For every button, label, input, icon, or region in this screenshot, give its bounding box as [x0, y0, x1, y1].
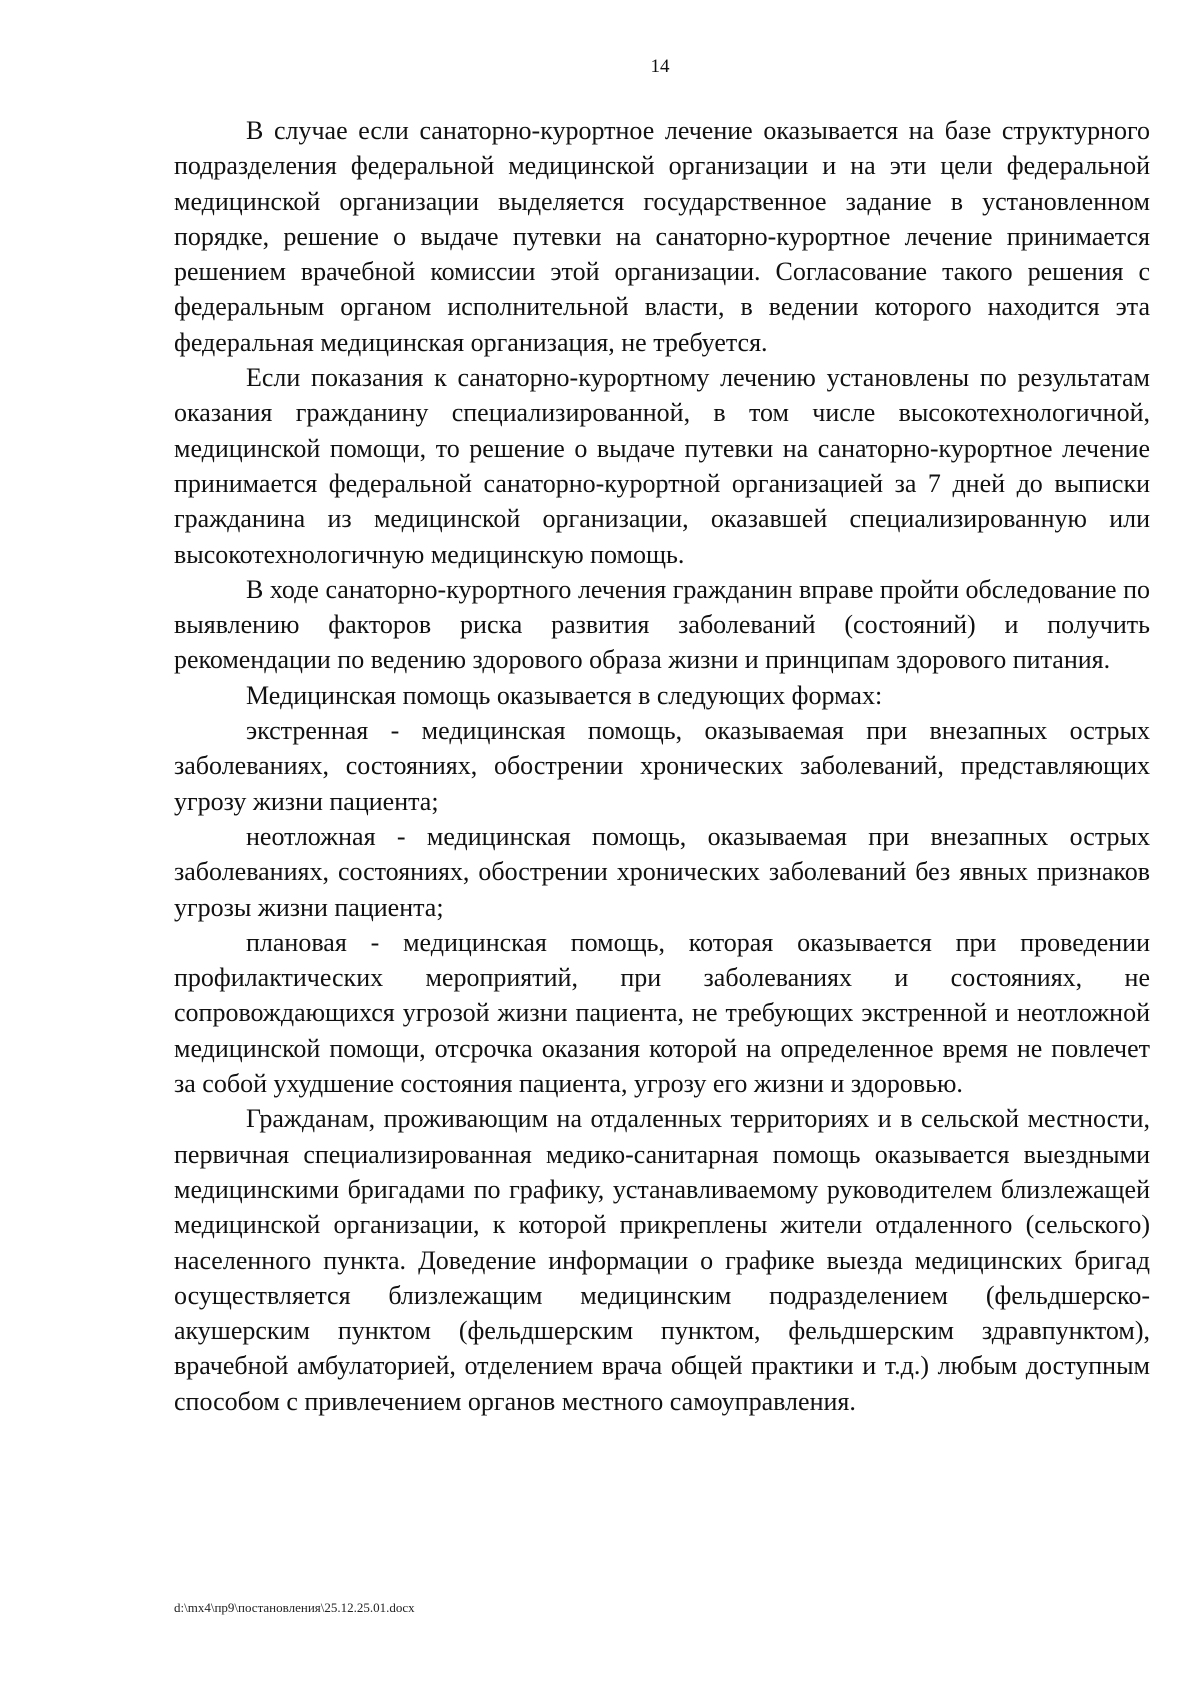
- document-body: [174, 113, 1150, 1419]
- paragraph-planned-care: плановая - медицинская помощь, которая оказывается при проведении профилактических мероприятий, при заболеваниях и состояниях, не сопровождающихся угрозой жизни пациента, не требующих экстренной и неотложной медицинской помощи, отсрочка оказания которой на определенное время не повлечет за собой ухудшение состояния пациента, угрозу его жизни и здоровью.: [174, 927, 1150, 1099]
- paragraph-remote-territories: Гражданам, проживающим на отдаленных территориях и в сельской местности, первичная специализированная медико-санитарная помощь оказывается выездными медицинскими бригадами по графику, устанавливаемому руководителем близлежащей медицинской организации, к которой прикреплены жители отдаленного (сельского) населенного пункта. Доведение информации о графике выезда медицинских бригад осуществляется близлежащим медицинским подразделением (фельдшерско-акушерским пунктом (фельдшерским пунктом, фельдшерским здравпунктом), врачебной амбулаторией, отделением врача общей практики и т.д.) любым доступным способом с привлечением органов местного самоуправления.: [174, 1104, 1150, 1416]
- paragraph-care-forms-intro: Медицинская помощь оказывается в следующих формах:: [246, 680, 883, 710]
- paragraph-sanatorium-examination: В ходе санаторно-курортного лечения гражданин вправе пройти обследование по выявлению факторов риска развития заболеваний (состояний) и получить рекомендации по ведению здорового образа жизни и принципам здорового питания.: [174, 574, 1150, 675]
- paragraph-sanatorium-indications: Если показания к санаторно-курортному лечению установлены по результатам оказания гражданину специализированной, в том числе высокотехнологичной, медицинской помощи, то решение о выдаче путевки на санаторно-курортное лечение принимается федеральной санаторно-курортной организацией за 7 дней до выписки гражданина из медицинской организации, оказавшей специализированную или высокотехнологичную медицинскую помощь.: [174, 363, 1150, 569]
- paragraph-urgent-care: неотложная - медицинская помощь, оказываемая при внезапных острых заболеваниях, состояниях, обострении хронических заболеваний без явных признаков угрозы жизни пациента;: [174, 821, 1150, 922]
- paragraph-sanatorium-federal-base: В случае если санаторно-курортное лечение оказывается на базе структурного подразделения федеральной медицинской организации и на эти цели федеральной медицинской организации выделяется государственное задание в установленном порядке, решение о выдаче путевки на санаторно-курортное лечение принимается решением врачебной комиссии этой организации. Согласование такого решения с федеральным органом исполнительной власти, в ведении которого находится эта федеральная медицинская организация, не требуется.: [174, 116, 1150, 357]
- paragraph-emergency-care: экстренная - медицинская помощь, оказываемая при внезапных острых заболеваниях, состояниях, обострении хронических заболеваний, представляющих угрозу жизни пациента;: [174, 716, 1150, 816]
- page-number: 14: [650, 56, 670, 77]
- footer-file-path: d:\mx4\пр9\постановления\25.12.25.01.docx: [174, 1600, 415, 1615]
